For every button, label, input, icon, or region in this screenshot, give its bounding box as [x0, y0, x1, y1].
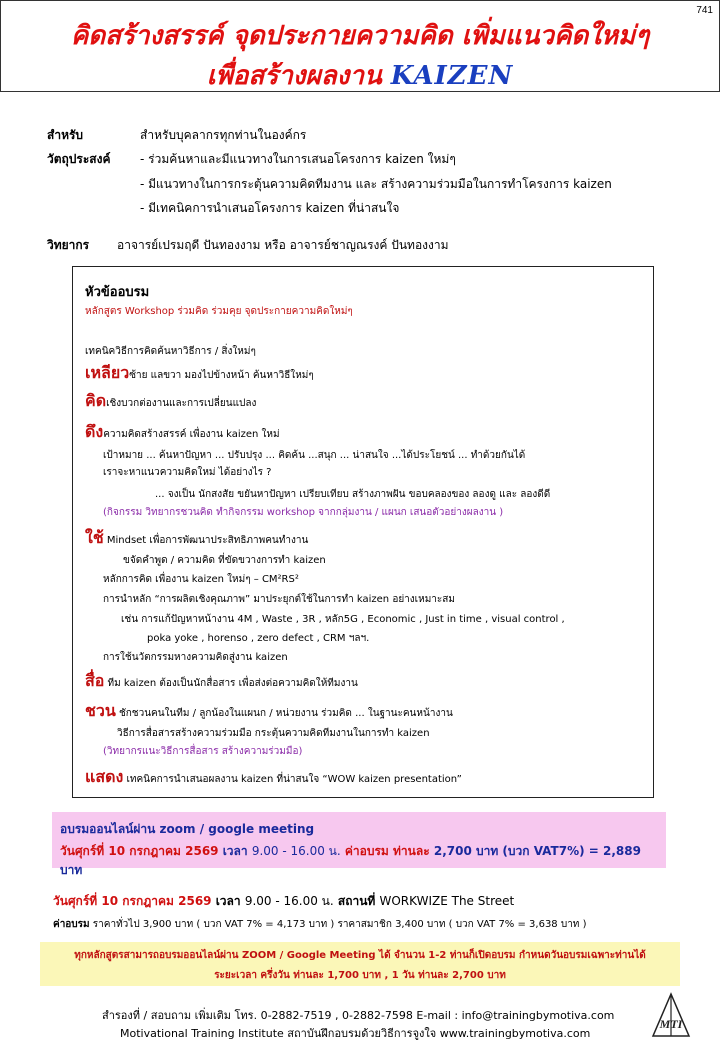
notice-line-1: ทุกหลักสูตรสามารถอบรมออนไลน์ผ่าน ZOOM / Google Meeting ได้ จำนวน 1-2 ท่านก็เปิดอบรม กำหนดวันอบรมเฉพาะท่านได้: [74, 950, 646, 961]
topic-detail: เป้าหมาย ... ค้นหาปัญหา ... ปรับปรุง ... คิดค้น ...สนุก ... น่าสนใจ ...ได้ประโยชน์ ... ทำด้วยกันได้: [103, 450, 526, 461]
online-title: อบรมออนไลน์ผ่าน zoom / google meeting: [60, 822, 315, 836]
topic-line: เหลียวซ้าย แลขวา มองไปข้างหน้า ค้นหาวิธีใหม่ๆ: [85, 363, 314, 382]
topic-detail: วิธีการสื่อสารสร้างความร่วมมือ กระตุ้นความคิดทีมงานในการทำ kaizen: [117, 728, 430, 739]
online-training-box: [52, 812, 666, 877]
institute-info: Motivational Training Institute สถาบันฝึกอบรมด้วยวิธีการจูงใจ www.trainingbymotiva.com: [120, 1027, 591, 1040]
audience-label: สำหรับ: [47, 128, 84, 142]
logo-text: MTI: [659, 1017, 683, 1031]
topic-detail: เช่น การแก้ปัญหาหน้างาน 4M , Waste , 3R , หลัก5G , Economic , Just in time , visual control ,: [121, 614, 565, 625]
online-notice: [40, 942, 680, 986]
topic-activity: (กิจกรรม วิทยากรชวนคิด ทำกิจกรรม workshop จากกลุ่มงาน / แผนก เสนอตัวอย่างผลงาน ): [103, 507, 504, 518]
objectives-label: วัตถุประสงค์: [47, 152, 111, 166]
topic-detail: การนำหลัก “การผลิตเชิงคุณภาพ” มาประยุกต์ใช้ในการทำ kaizen อย่างเหมาะสม: [103, 594, 455, 605]
objective-item: - มีเทคนิคการนำเสนอโครงการ kaizen ที่น่าสนใจ: [140, 201, 400, 215]
topic-activity: (วิทยากรแนะวิธีการสื่อสาร สร้างความร่วมมือ): [103, 746, 303, 757]
onsite-schedule: วันศุกร์ที่ 10 กรกฎาคม 2569 เวลา 9.00 - 16.00 น. สถานที่ WORKWIZE The Street: [53, 894, 515, 908]
topic-detail: เราจะหาแนวความคิดใหม่ ได้อย่างไร ?: [103, 467, 272, 478]
topic-line: ใช้ Mindset เพื่อการพัฒนาประสิทธิภาพคนทำงาน: [85, 528, 309, 547]
speaker-row: [47, 236, 449, 255]
topic-detail: หลักการคิด เพื่องาน kaizen ใหม่ๆ – CM²RS²: [103, 574, 299, 585]
topic-line: คิดเชิงบวกต่องานและการเปลี่ยนแปลง: [85, 391, 257, 410]
topic-detail: การใช้นวัตกรรมหางความคิดสู่งาน kaizen: [103, 652, 288, 663]
onsite-fee: ค่าอบรม ราคาทั่วไป 3,900 บาท ( บวก VAT 7% = 4,173 บาท ) ราคาสมาชิก 3,400 บาท ( บวก VAT 7% = 3,638 บาท ): [53, 919, 587, 930]
objective-item: - ร่วมค้นหาและมีแนวทางในการเสนอโครงการ kaizen ใหม่ๆ: [140, 152, 456, 166]
topic-line: ดึงความคิดสร้างสรรค์ เพื่องาน kaizen ใหม่: [85, 422, 280, 441]
topics-box: [72, 266, 654, 798]
audience-value: สำหรับบุคลากรทุกท่านในองค์กร: [140, 128, 307, 142]
title-line-2-prefix: เพื่อสร้างผลงาน: [206, 61, 391, 91]
title-line-2: [1, 55, 719, 96]
title-kaizen: KAIZEN: [390, 61, 514, 91]
speaker-value: อาจารย์เปรมฤดี ปันทองงาม หรือ อาจารย์ชาญณรงค์ ปันทองงาม: [117, 238, 449, 252]
page-number: 741: [696, 5, 713, 16]
notice-line-2: ระยะเวลา ครึ่งวัน ท่านละ 1,700 บาท , 1 วัน ท่านละ 2,700 บาท: [214, 970, 506, 981]
topic-line: ชวน ชักชวนคนในทีม / ลูกน้องในแผนก / หน่วยงาน ร่วมคิด ... ในฐานะคนหน้างาน: [85, 701, 453, 720]
online-schedule: วันศุกร์ที่ 10 กรกฎาคม 2569 เวลา 9.00 - 16.00 น. ค่าอบรม ท่านละ 2,700 บาท (บวก VAT7%) = 2,889 บาท: [60, 844, 641, 877]
topics-title: หัวข้ออบรม: [85, 285, 150, 300]
objective-item: - มีแนวทางในการกระตุ้นความคิดทีมงาน และ สร้างความร่วมมือในการทำโครงการ kaizen: [140, 177, 612, 191]
topic-detail: poka yoke , horenso , zero defect , CRM ฯลฯ.: [147, 633, 370, 644]
topics-intro: เทคนิควิธีการคิดค้นหาวิธีการ / สิ่งใหม่ๆ: [85, 346, 256, 357]
speaker-label: วิทยากร: [47, 238, 90, 252]
contact-info: สำรองที่ / สอบถาม เพิ่มเติม โทร. 0-2882-7519 , 0-2882-7598 E-mail : info@trainingbymotiva.com: [102, 1009, 615, 1022]
mti-logo-icon: [651, 992, 691, 1038]
topic-line: แสดง เทคนิคการนำเสนอผลงาน kaizen ที่น่าสนใจ “WOW kaizen presentation”: [85, 767, 462, 786]
audience-row: [47, 126, 306, 145]
topic-detail: ... จงเป็น นักสงสัย ขยันหาปัญหา เปรียบเทียบ สร้างภาพฝัน ขอบคลองของ ลองดู และ ลองดีดี: [155, 489, 551, 500]
topics-subtitle: หลักสูตร Workshop ร่วมคิด ร่วมคุย จุดประกายความคิดใหม่ๆ: [85, 306, 353, 317]
topic-detail: ขจัดคำพูด / ความคิด ที่ขัดขวางการทำ kaizen: [123, 555, 326, 566]
page-header: [0, 0, 720, 92]
title-line-1: คิดสร้างสรรค์ จุดประกายความคิด เพิ่มแนวคิดใหม่ๆ: [70, 21, 650, 51]
topic-line: สื่อ ทีม kaizen ต้องเป็นนักสื่อสาร เพื่อส่งต่อความคิดให้ทีมงาน: [85, 671, 358, 690]
